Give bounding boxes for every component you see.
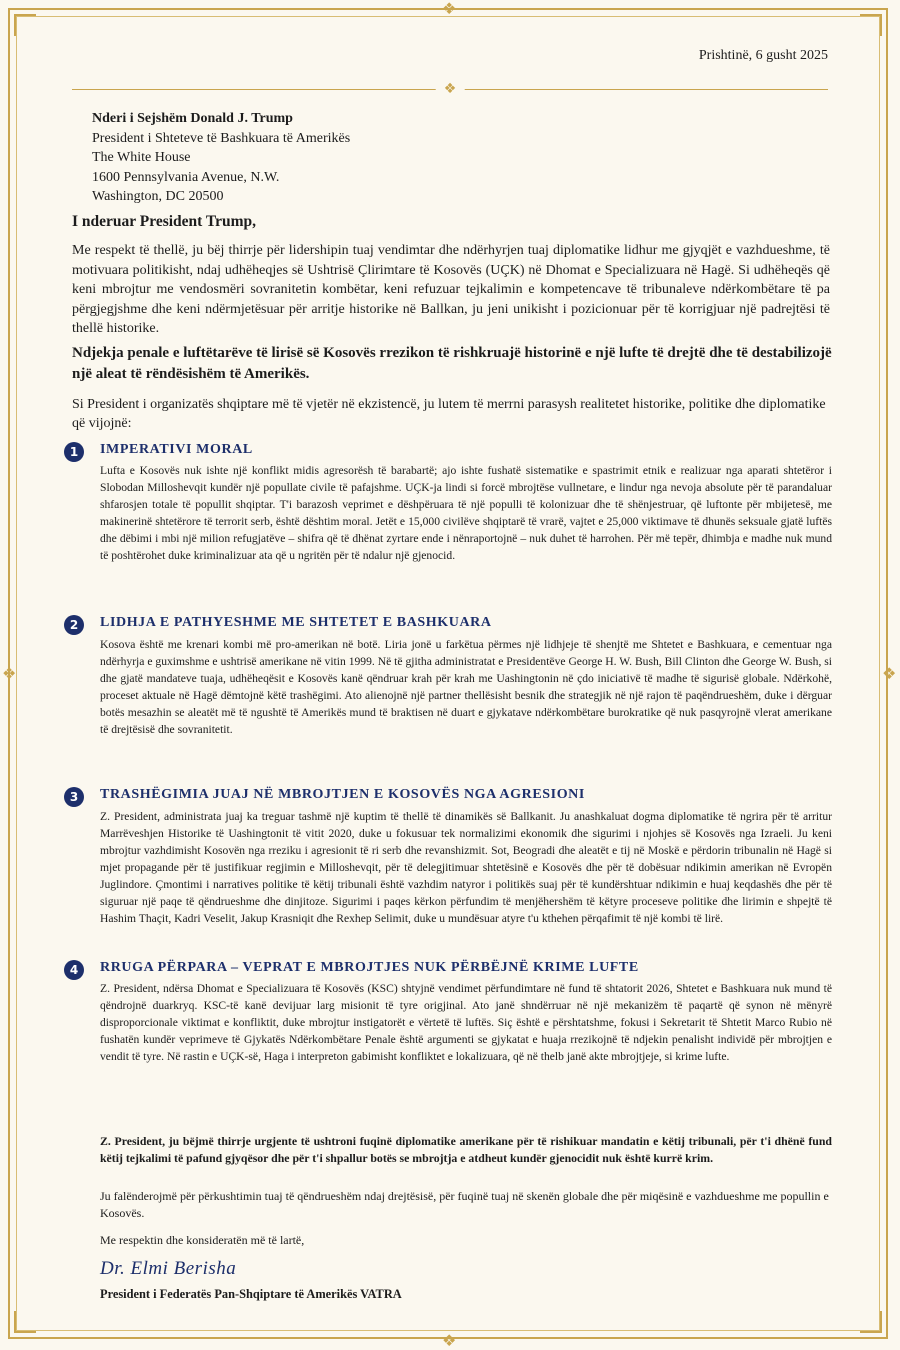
- section-number-badge: 3: [64, 787, 84, 807]
- section-title: RRUGA PËRPARA – VEPRAT E MBROJTJES NUK PËRBËJNË KRIME LUFTE: [100, 960, 639, 975]
- section-body: Z. President, administrata juaj ka treguar tashmë një kuptim të thellë të dinamikës së Ballkanit. Ju anashkaluat dogma diplomatike të ngrira për të arritur Marrëveshjen Historike të Uashingtonit të vitit 2020, duke u fokusuar tek normalizimi ekonomik dhe sigurimi i njohjes së Kosovës nga Izraeli. Ju keni mbrojtur vazhdimisht Kosovën nga rreziku i agresionit të ri serb dhe revanshizmit. Sot, Beogradi dhe aleatët e tij në Moskë e përdorin tribunalin në Hagë si mjet propagande për të justifikuar regjimin e Milloshevqit, për të delegjitimuar shtetësinë e Kosovës dhe për të dobësuar ndikimin amerikan në Evropën Juglindore. Çmontimi i narratives politike të këtij tribunali është vazhdim natyror i politikës suaj për të kundërshtuar ndikimin e huaj keqdashës dhe për të siguruar një paqe të qëndrueshme dhe dinjitoze. Sigurimi i paqes kërkon përfundim të menjëhershëm të këtyre proceseve politike dhe lirimin e shpejtë të Hashim Thaçit, Kadri Veselit, Jakup Krasniqit dhe Rexhep Selimit, duke u mundësuar atyre t'u kthehen përqafimit të një kombi të lirë.: [100, 810, 832, 925]
- signature: Dr. Elmi Berisha: [100, 1258, 237, 1279]
- place-date: Prishtinë, 6 gusht 2025: [698, 48, 828, 63]
- section-body: Z. President, ndërsa Dhomat e Specializuara të Kosovës (KSC) shtyjnë vendimet përfundimtare në fund të shtatorit 2026, Shtetet e Bashkuara nuk mund të qëndrojnë duarkryq. KSC-të kanë devijuar larg misionit të tyre origjinal. Ato janë shndërruar në një mekanizëm të paqartë që synon në mënyrë disproporcionale viktimat e konfliktit, duke mbrojtur instigatorët e vërtetë të luftës. Siç është e përshtatshme, fokusi i Sekretarit të Shtetit Marco Rubio në fushatën kundër veprimeve të Gjykatës Ndërkombëtare Penale është argumenti se gjykatat e huaja rrezikojnë të ndjekin penalisht individë për mbrojtjen e vendit të tyre. Në rastin e UÇK-së, Haga i interpreton gabimisht konfliktet e lokalizuara, që në thelb janë akte mbrojtjeje, si krime lufte.: [100, 982, 832, 1063]
- addressee-line: Washington, DC 20500: [92, 189, 224, 204]
- section-body: Lufta e Kosovës nuk ishte një konflikt midis agresorësh të barabartë; ajo ishte fushatë sistematike e spastrimit etnik e realizuar nga aparati shtetëror i Slobodan Milloshevqit kundër një popullate civile të pafajshme. UÇK-ja lindi si forcë mbrojtëse vullnetare, e lindur nga nevoja absolute për të parandaluar shfarosjen totale të popullit shqiptar. T'i barazosh veprimet e dëshpëruara të një populli të kolonizuar dhe të shënjestruar, që luftonte për mbijetesë, me makinerinë shtetërore të terrorit serb, është dështim moral. Jetët e 15,000 civilëve shqiptarë të vrarë, vajtet e 25,000 viktimave të dhunës seksuale gjatë luftës dhe dëbimi i mbi një milion refugjatëve – shifra që të dhënat zyrtare ende i nënraportojnë – nuk duhet të harrohen. Për më tepër, dhimbja e madhe nuk mund të poshtërohet duke kriminalizuar ata që u ngritën për të ndalur një gjenocid.: [100, 464, 832, 562]
- addressee-name: Nderi i Sejshëm Donald J. Trump: [92, 111, 293, 126]
- section-number-badge: 1: [64, 442, 84, 462]
- thanks-paragraph: Ju falënderojmë për përkushtimin tuaj të qëndrueshëm ndaj drejtësisë, për fuqinë tuaj në skenën globale dhe për miqësinë e vazhdueshme me popullin e Kosovës.: [100, 1189, 829, 1220]
- section-number-badge: 4: [64, 960, 84, 980]
- salutation: I nderuar President Trump,: [72, 213, 257, 230]
- section-body: Kosova është me krenari kombi më pro-amerikan në botë. Liria jonë u farkëtua përmes një lidhjeje të shenjtë me Shtetet e Bashkuara, e cementuar nga ndërhyrja e guximshme e ushtrisë amerikane në vitin 1999. Në të gjitha administratat e Presidentëve George H. W. Bush, Bill Clinton dhe George W. Bush, si dhe gjatë mandateve tuaja, udhëheqësit e Kosovës kanë qëndruar krah për krah me Uashingtonin në çdo iniciativë të madhe të sigurisë globale. Ndërkohë, proceset aktuale në Hagë dëmtojnë këtë trashëgimi. Ato alienojnë një partner thellësisht besnik dhe strategjik në një rajon të paqëndrueshëm, duke i dërguar botës mesazhin se aleatët më të ngushtë të Amerikës mund të braktisen në duart e gjykatave ndërkombëtare burokratike që nuk pasqyrojnë vlerat amerikane të drejtësisë dhe sovranitetit.: [100, 638, 832, 736]
- left-fleuron-icon: ❖: [2, 664, 17, 683]
- section-number-badge: 2: [64, 615, 84, 635]
- addressee-block: [92, 109, 350, 207]
- complimentary-close: Me respektin dhe konsideratën më të lartë,: [100, 1233, 305, 1247]
- divider-fleuron-icon: ❖: [436, 81, 465, 97]
- addressee-line: 1600 Pennsylvania Avenue, N.W.: [92, 169, 280, 185]
- right-fleuron-icon: ❖: [882, 664, 897, 683]
- top-fleuron-icon: ❖: [442, 0, 457, 18]
- addressee-title: President i Shteteve të Bashkuara të Amerikës: [92, 130, 351, 146]
- signatory-title: President i Federatës Pan-Shqiptare të Amerikës VATRA: [100, 1287, 402, 1301]
- lead-in-paragraph: Si President i organizatës shqiptare më të vjetër në ekzistencë, ju lutem të merrni parasysh realitetet historike, politike dhe diplomatike që vijojnë:: [72, 397, 826, 431]
- section-title: TRASHËGIMIA JUAJ NË MBROJTJEN E KOSOVËS NGA AGRESIONI: [100, 787, 585, 802]
- addressee-line: The White House: [92, 150, 191, 165]
- header-divider: [72, 81, 828, 97]
- closing-appeal: Z. President, ju bëjmë thirrje urgjente të ushtroni fuqinë diplomatike amerikane për të rishikuar mandatin e këtij tribunali, për t'i dhënë fund këtij tejkalimi të pafund gjyqësor dhe për t'i shpallur botës se mbrojtja e atdheut kundër gjenocidit nuk është kurrë krim.: [100, 1134, 832, 1165]
- intro-paragraph: Me respekt të thellë, ju bëj thirrje për lidershipin tuaj vendimtar dhe ndërhyrjen tuaj diplomatike lidhur me gjyqjët e vazhdueshme, të motivuara politikisht, ndaj udhëheqjes së Ushtrisë Çlirimtare të Kosovës (UÇK) në Dhomat e Specializuara në Hagë. Si udhëheqës që keni mbrojtur me vendosmëri sovranitetin kombëtar, keni refuzuar tejkalimin e kompetencave të tribunaleve ndërkombëtare të pa përgjegjshme dhe keni ndërmjetësuar për arritje historike në Ballkan, ju jeni unikisht i pozicionuar për të korrigjuar një padrejtësi të thellë historike.: [72, 243, 830, 336]
- key-statement: Ndjekja penale e luftëtarëve të lirisë së Kosovës rrezikon të rishkruajë historinë e një lufte të drejtë dhe të destabilizojë një aleat të rëndësishëm të Amerikës.: [72, 345, 832, 382]
- section-title: LIDHJA E PATHYESHME ME SHTETET E BASHKUARA: [100, 615, 492, 630]
- bottom-fleuron-icon: ❖: [442, 1331, 457, 1350]
- section-title: IMPERATIVI MORAL: [100, 442, 253, 457]
